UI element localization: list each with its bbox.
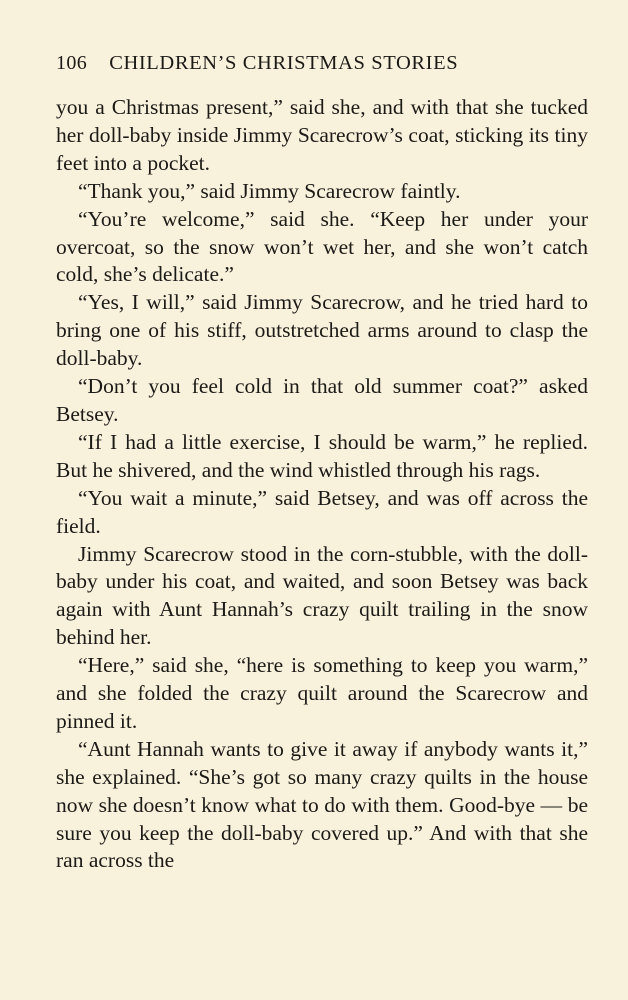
body-text: [56, 94, 588, 875]
paragraph: “Don’t you feel cold in that old summer coat?” asked Betsey.: [56, 374, 588, 426]
paragraph: “Yes, I will,” said Jimmy Scarecrow, and he tried hard to bring one of his stiff, outstretched arms around to clasp the doll-baby.: [56, 290, 588, 371]
paragraph-continued: you a Christmas present,” said she, and with that she tucked her doll-baby inside Jimmy Scarecrow’s coat, sticking its tiny feet into a pocket.: [56, 95, 588, 175]
running-head: [56, 52, 588, 86]
paragraph: Jimmy Scarecrow stood in the corn-stubble, with the doll-baby under his coat, and waited, and soon Betsey was back again with Aunt Hannah’s crazy quilt trailing in the snow behind her.: [56, 541, 588, 650]
page-number: 106: [56, 52, 88, 74]
paragraph: “If I had a little exercise, I should be warm,” he replied. But he shivered, and the wind whistled through his rags.: [56, 429, 588, 482]
paragraph: “Here,” said she, “here is something to keep you warm,” and she folded the crazy quilt around the Scarecrow and pinned it.: [56, 653, 588, 733]
paragraph: “You wait a minute,” said Betsey, and was off across the field.: [56, 485, 588, 538]
paragraph: “You’re welcome,” said she. “Keep her under your overcoat, so the snow won’t wet her, and she won’t catch cold, she’s delicate.”: [56, 206, 588, 287]
running-title: CHILDREN’S CHRISTMAS STORIES: [109, 52, 459, 74]
book-page: [56, 52, 588, 875]
paragraph: “Aunt Hannah wants to give it away if anybody wants it,” she explained. “She’s got so many crazy quilts in the house now she doesn’t know what to do with them. Good-bye — be sure you keep the doll-baby covered up.” And with that she ran across the: [56, 736, 588, 873]
paragraph: “Thank you,” said Jimmy Scarecrow faintly.: [78, 178, 461, 203]
